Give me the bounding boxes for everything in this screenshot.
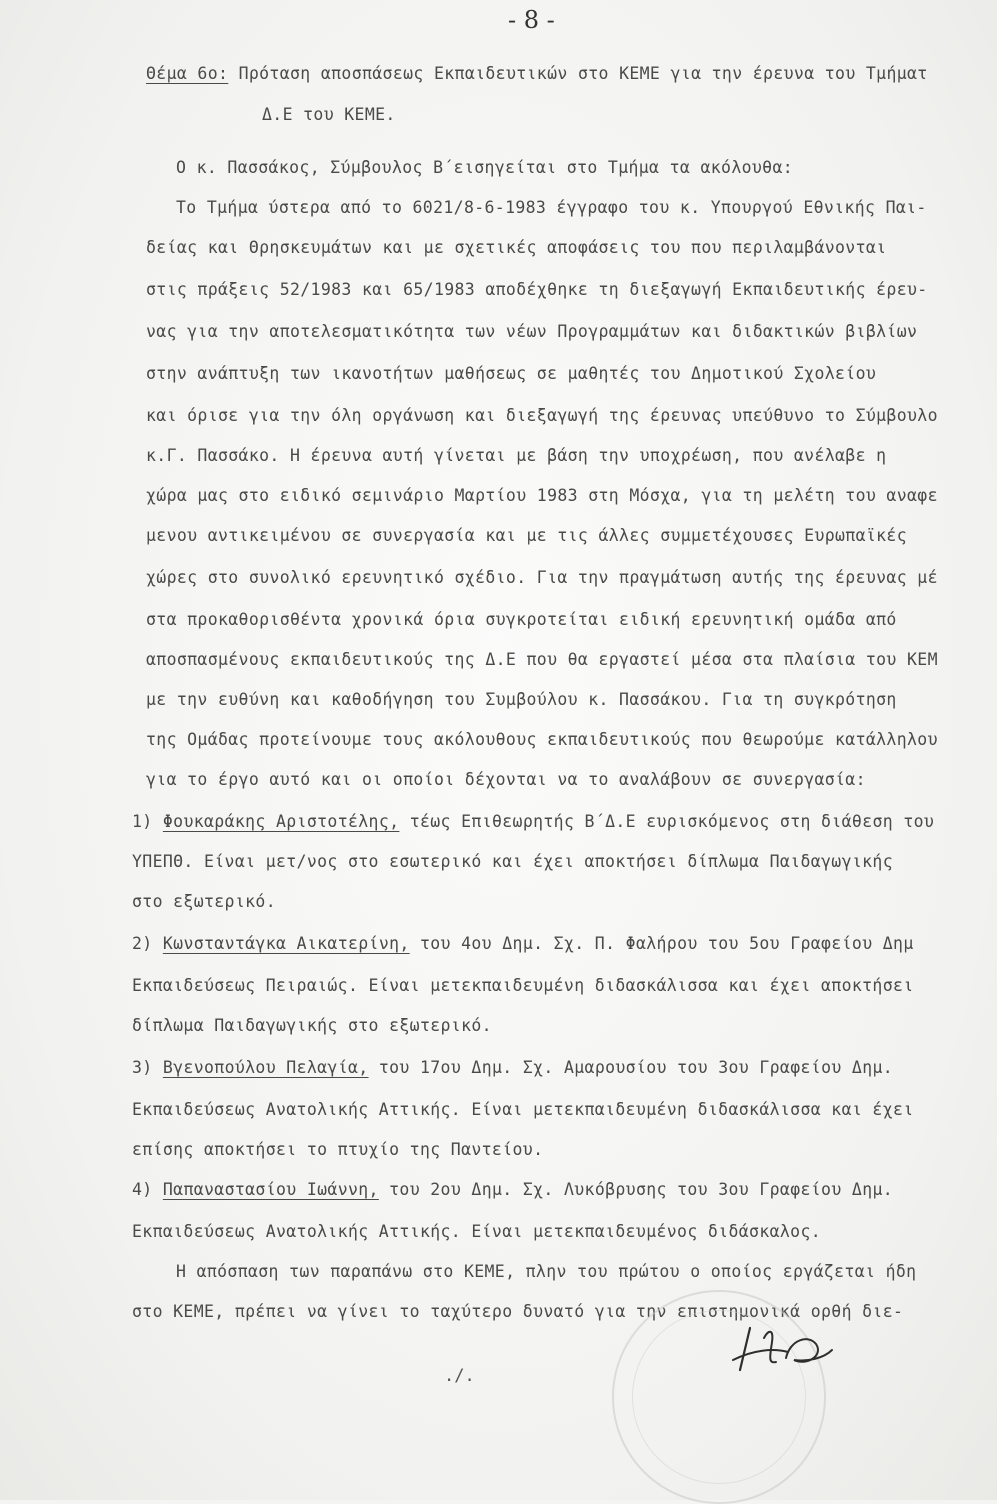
topic-title-1: Πρόταση αποσπάσεως Εκπαιδευτικών στο ΚΕΜΕ για την έρευνα του Τμήματ <box>238 64 928 83</box>
body-line: χώρα μας στο ειδικό σεμινάριο Μαρτίου 1983 στη Μόσχα, για τη μελέτη του αναφε <box>146 486 938 505</box>
body-line: στα προκαθορισθέντα χρονικά όρια συγκροτείται ειδική ερευνητική ομάδα από <box>146 610 897 629</box>
candidate-2-header <box>132 934 914 953</box>
candidate-1-line: ΥΠΕΠΘ. Είναι μετ/νος στο εσωτερικό και έχει αποκτήσει δίπλωμα Παιδαγωγικής <box>132 852 894 871</box>
signature-mark <box>728 1300 838 1390</box>
candidate-details: τέως Επιθεωρητής Β΄Δ.Ε ευρισκόμενος στη διάθεση του <box>409 812 935 831</box>
candidate-number: 1) <box>132 812 153 831</box>
candidate-1-header <box>132 812 934 831</box>
body-line: και όρισε για την όλη οργάνωση και διεξαγωγή της έρευνας υπεύθυνο το Σύμβουλο <box>146 406 938 425</box>
closing-line: στο ΚΕΜΕ, πρέπει να γίνει το ταχύτερο δυνατό για την επιστημονικά ορθή διε- <box>132 1302 904 1321</box>
body-line: κ.Γ. Πασσάκο. Η έρευνα αυτή γίνεται με βάση την υποχρέωση, που ανέλαβε η <box>146 446 887 465</box>
body-line: χώρες στο συνολικό ερευνητικό σχέδιο. Για την πραγμάτωση αυτής της έρευνας μέ <box>146 568 938 587</box>
candidate-name: Βγενοπούλου Πελαγία, <box>162 1058 369 1077</box>
candidate-2-line: Εκπαιδεύσεως Πειραιώς. Είναι μετεκπαιδευμένη διδασκάλισσα και έχει αποκτήσει <box>132 976 914 995</box>
body-line: νας για την αποτελεσματικότητα των νέων Προγραμμάτων και διδακτικών βιβλίων <box>146 322 918 341</box>
candidate-name: Παπαναστασίου Ιωάννη, <box>162 1180 379 1199</box>
topic-label: Θέμα 6ο: <box>146 64 229 83</box>
candidate-number: 2) <box>132 934 153 953</box>
continuation-mark: ./. <box>444 1366 475 1386</box>
candidate-1-line: στο εξωτερικό. <box>132 892 276 911</box>
candidate-details: του 17ου Δημ. Σχ. Αμαρουσίου του 3ου Γραφείου Δημ. <box>378 1058 894 1077</box>
body-line: μενου αντικειμένου σε συνεργασία και με τις άλλες συμμετέχουσες Ευρωπαϊκές <box>146 526 908 545</box>
candidate-details: του 4ου Δημ. Σχ. Π. Φαλήρου του 5ου Γραφείου Δημ <box>419 934 914 953</box>
intro-line: Ο κ. Πασσάκος, Σύμβουλος Β΄εισηγείται στο Τμήμα τα ακόλουθα: <box>176 158 794 177</box>
candidate-name: Φουκαράκης Αριστοτέλης, <box>162 812 400 831</box>
body-line: αποσπασμένους εκπαιδευτικούς της Δ.Ε που θα εργαστεί μέσα στα πλαίσια του ΚΕΜ <box>146 650 938 669</box>
body-line: στην ανάπτυξη των ικανοτήτων μαθήσεως σε μαθητές του Δημοτικού Σχολείου <box>146 364 877 383</box>
body-line: στις πράξεις 52/1983 και 65/1983 αποδέχθηκε τη διεξαγωγή Εκπαιδευτικής έρευ- <box>146 280 928 299</box>
topic-title-2: Δ.Ε του ΚΕΜΕ. <box>262 105 396 124</box>
body-line: Το Τμήμα ύστερα από το 6021/8-6-1983 έγγραφο του κ. Υπουργού Εθνικής Παι- <box>176 198 927 217</box>
page-number: - 8 - <box>508 6 555 34</box>
candidate-3-line: επίσης αποκτήσει το πτυχίο της Παντείου. <box>132 1140 544 1159</box>
topic-heading-line-1 <box>146 64 928 83</box>
candidate-details: του 2ου Δημ. Σχ. Λυκόβρυσης του 3ου Γραφείου Δημ. <box>389 1180 894 1199</box>
candidate-number: 3) <box>132 1058 153 1077</box>
body-line: για το έργο αυτό και οι οποίοι δέχονται να το αναλάβουν σε συνεργασία: <box>146 770 866 789</box>
candidate-number: 4) <box>132 1180 153 1199</box>
body-line: της Ομάδας προτείνουμε τους ακόλουθους εκπαιδευτικούς που θεωρούμε κατάλληλου <box>146 730 938 749</box>
candidate-name: Κωνσταντάγκα Αικατερίνη, <box>162 934 410 953</box>
candidate-2-line: δίπλωμα Παιδαγωγικής στο εξωτερικό. <box>132 1016 492 1035</box>
candidate-4-line: Εκπαιδεύσεως Ανατολικής Αττικής. Είναι μετεκπαιδευμένος διδάσκαλος. <box>132 1222 822 1241</box>
closing-line: Η απόσπαση των παραπάνω στο ΚΕΜΕ, πλην του πρώτου ο οποίος εργάζεται ήδη <box>176 1262 917 1281</box>
body-line: δείας και Θρησκευμάτων και με σχετικές αποφάσεις του που περιλαμβάνονται <box>146 238 887 257</box>
candidate-3-header <box>132 1058 893 1077</box>
candidate-4-header <box>132 1180 893 1199</box>
body-line: με την ευθύνη και καθοδήγηση του Συμβούλου κ. Πασσάκου. Για τη συγκρότηση <box>146 690 897 709</box>
candidate-3-line: Εκπαιδεύσεως Ανατολικής Αττικής. Είναι μετεκπαιδευμένη διδασκάλισσα και έχει <box>132 1100 914 1119</box>
